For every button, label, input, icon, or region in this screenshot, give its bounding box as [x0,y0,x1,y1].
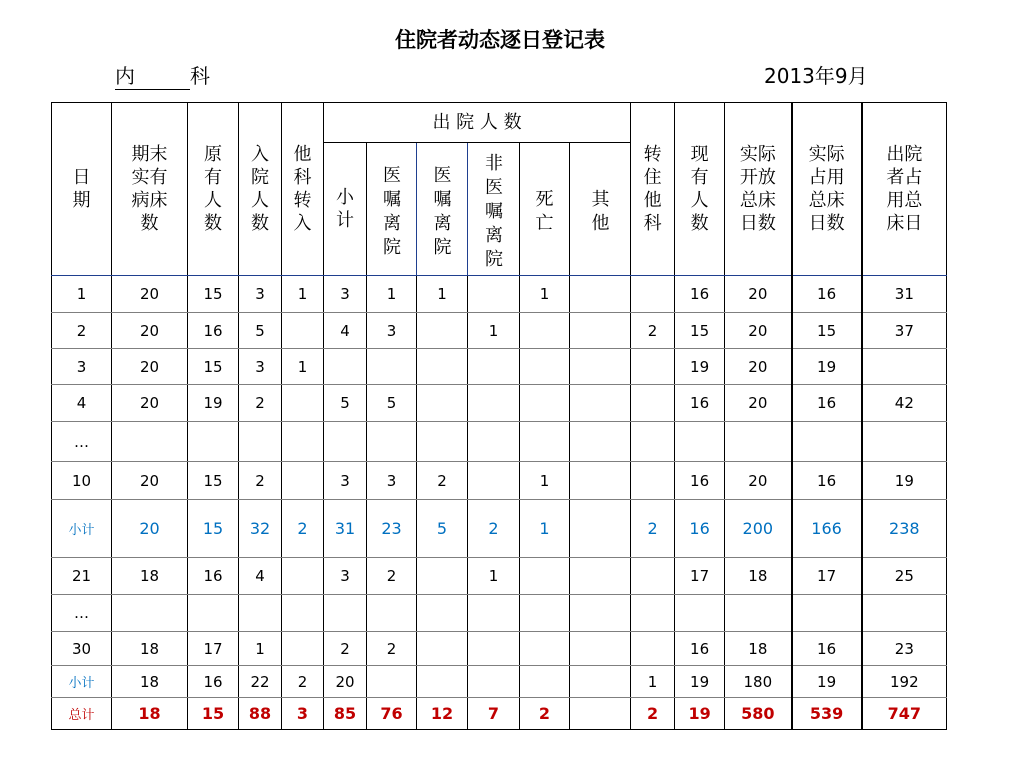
table-cell [417,422,468,462]
register-table [51,102,947,730]
row-label-cell: 总计 [52,698,112,730]
table-cell [631,558,675,595]
table-cell: 2 [631,698,675,730]
table-cell: 1 [520,500,570,558]
table-cell [417,349,468,385]
table-cell: 20 [112,349,188,385]
table-cell [792,595,862,632]
table-cell: 4 [239,558,282,595]
table-cell [188,422,239,462]
table-cell: 20 [324,666,367,698]
table-cell: 16 [675,462,725,500]
header-non-doctor-discharge: 非医嘱离院 [468,143,520,276]
table-cell [792,422,862,462]
table-cell: 17 [675,558,725,595]
table-cell: 2 [520,698,570,730]
table-cell: 5 [239,313,282,349]
table-cell: 16 [792,385,862,422]
table-cell: 76 [367,698,417,730]
row-label-cell: 小计 [52,500,112,558]
table-cell: 2 [282,666,324,698]
table-cell [468,666,520,698]
table-cell [631,349,675,385]
department-label [115,60,210,90]
table-cell: 1 [468,313,520,349]
table-cell [417,632,468,666]
header-discharge-group: 出 院 人 数 [324,103,631,143]
table-cell [570,558,631,595]
table-cell: 37 [862,313,947,349]
table-cell: 2 [367,558,417,595]
table-cell: 5 [417,500,468,558]
table-cell: 20 [112,462,188,500]
table-cell: 32 [239,500,282,558]
table-cell [367,595,417,632]
table-cell: 2 [282,500,324,558]
row-label-cell: … [52,595,112,632]
table-cell: 19 [792,349,862,385]
table-cell: 2 [324,632,367,666]
page-title: 住院者动态逐日登记表 [395,28,605,52]
table-cell [520,349,570,385]
table-cell: 5 [367,385,417,422]
row-label-cell: … [52,422,112,462]
table-cell: 23 [367,500,417,558]
table-cell: 18 [112,632,188,666]
table-cell: 16 [792,462,862,500]
table-cell: 20 [725,462,792,500]
table-cell [570,632,631,666]
table-cell: 200 [725,500,792,558]
table-cell [367,666,417,698]
table-cell [570,462,631,500]
table-cell [417,558,468,595]
table-cell: 20 [725,276,792,313]
table-cell: 18 [725,632,792,666]
table-cell [282,632,324,666]
table-cell: 16 [675,632,725,666]
table-cell: 16 [188,313,239,349]
table-cell [239,595,282,632]
header-admitted: 入院人数 [239,103,282,276]
header-transfer-in: 他科转入 [282,103,324,276]
table-cell: 1 [520,276,570,313]
table-cell [520,632,570,666]
table-cell [282,462,324,500]
table-cell: 15 [188,500,239,558]
row-label-cell: 2 [52,313,112,349]
table-cell [520,313,570,349]
table-cell [570,500,631,558]
table-cell: 19 [188,385,239,422]
table-cell: 166 [792,500,862,558]
header-death: 死亡 [520,143,570,276]
table-cell: 1 [468,558,520,595]
table-cell: 15 [675,313,725,349]
table-cell [675,422,725,462]
table-cell: 16 [675,385,725,422]
table-cell: 31 [862,276,947,313]
table-cell: 1 [282,276,324,313]
table-cell [570,595,631,632]
table-cell: 88 [239,698,282,730]
table-cell: 2 [367,632,417,666]
table-cell: 2 [468,500,520,558]
table-row [52,385,947,422]
table-cell: 1 [367,276,417,313]
table-cell [417,595,468,632]
table-row [52,558,947,595]
table-cell: 19 [862,462,947,500]
table-cell: 17 [792,558,862,595]
table-cell: 20 [112,313,188,349]
table-cell [520,385,570,422]
header-other: 其他 [570,143,631,276]
table-cell: 2 [417,462,468,500]
table-cell: 18 [112,558,188,595]
table-cell: 19 [792,666,862,698]
table-cell [570,422,631,462]
table-cell: 18 [112,698,188,730]
table-cell [631,595,675,632]
table-cell: 3 [367,462,417,500]
table-cell [468,349,520,385]
header-open-bed-days: 实际开放总床日数 [725,103,792,276]
table-cell: 20 [112,500,188,558]
table-cell [520,666,570,698]
table-cell: 31 [324,500,367,558]
table-cell: 180 [725,666,792,698]
table-cell: 3 [324,558,367,595]
table-cell [520,422,570,462]
table-cell: 12 [417,698,468,730]
row-label-cell: 21 [52,558,112,595]
table-cell [570,385,631,422]
table-cell: 3 [367,313,417,349]
table-cell: 2 [239,462,282,500]
table-row [52,349,947,385]
table-cell: 25 [862,558,947,595]
header-doctor-discharge-a: 医嘱离院 [367,143,417,276]
header-occupied-bed-days: 实际占用总床日数 [792,103,862,276]
table-cell [112,595,188,632]
table-cell: 3 [324,276,367,313]
table-cell: 19 [675,349,725,385]
table-cell: 19 [675,666,725,698]
table-cell [570,666,631,698]
table-cell: 15 [188,276,239,313]
table-cell: 192 [862,666,947,698]
table-cell [862,349,947,385]
table-cell [282,385,324,422]
table-cell [570,313,631,349]
table-cell: 5 [324,385,367,422]
table-cell: 15 [188,462,239,500]
table-cell: 15 [188,349,239,385]
table-cell [324,349,367,385]
table-cell: 20 [725,313,792,349]
header-current: 现有人数 [675,103,725,276]
table-cell: 16 [675,500,725,558]
table-cell [239,422,282,462]
table-cell: 42 [862,385,947,422]
table-cell [468,462,520,500]
table-cell: 747 [862,698,947,730]
table-row [52,595,947,632]
table-cell [468,595,520,632]
table-cell: 1 [417,276,468,313]
table-cell [520,558,570,595]
table-cell [324,422,367,462]
row-label-cell: 1 [52,276,112,313]
row-label-cell: 4 [52,385,112,422]
table-cell [570,276,631,313]
table-cell: 16 [188,558,239,595]
table-cell [631,385,675,422]
table-cell: 20 [725,349,792,385]
table-row [52,632,947,666]
table-cell: 3 [239,349,282,385]
table-cell [631,632,675,666]
table-cell: 17 [188,632,239,666]
table-cell: 7 [468,698,520,730]
table-cell [862,595,947,632]
table-cell [862,422,947,462]
table-cell [282,313,324,349]
table-row [52,666,947,698]
table-cell: 16 [792,276,862,313]
table-cell: 238 [862,500,947,558]
table-cell [631,422,675,462]
header-transfer-out: 转住他科 [631,103,675,276]
table-cell: 580 [725,698,792,730]
table-cell: 16 [675,276,725,313]
table-cell [468,276,520,313]
table-cell: 20 [112,276,188,313]
table-cell [324,595,367,632]
table-cell: 4 [324,313,367,349]
table-cell [725,422,792,462]
table-cell: 2 [631,500,675,558]
row-label-cell: 小计 [52,666,112,698]
table-cell: 22 [239,666,282,698]
table-cell [417,666,468,698]
table-cell: 1 [282,349,324,385]
table-cell [282,558,324,595]
table-cell: 2 [631,313,675,349]
table-cell [631,462,675,500]
table-cell [417,313,468,349]
header-original: 原有人数 [188,103,239,276]
header-date: 日期 [52,103,112,276]
table-cell: 20 [112,385,188,422]
table-cell: 3 [282,698,324,730]
table-row [52,422,947,462]
table-cell: 16 [792,632,862,666]
table-cell: 3 [324,462,367,500]
department-name: 内 [115,60,190,90]
table-cell [570,698,631,730]
table-cell [520,595,570,632]
table-row [52,500,947,558]
department-suffix: 科 [190,64,210,88]
table-cell [367,349,417,385]
table-cell: 23 [862,632,947,666]
table-cell: 3 [239,276,282,313]
table-cell: 85 [324,698,367,730]
table-cell [631,276,675,313]
row-label-cell: 10 [52,462,112,500]
table-cell: 1 [631,666,675,698]
table-cell: 1 [520,462,570,500]
table-cell [188,595,239,632]
table-cell: 20 [725,385,792,422]
table-cell: 18 [112,666,188,698]
table-row [52,698,947,730]
table-cell [112,422,188,462]
header-subtotal: 小计 [324,143,367,276]
header-doctor-discharge-b: 医嘱离院 [417,143,468,276]
table-row [52,313,947,349]
header-discharged-bed-days: 出院者占用总床日 [862,103,947,276]
table-cell [675,595,725,632]
table-cell: 15 [792,313,862,349]
table-cell: 2 [239,385,282,422]
table-cell: 539 [792,698,862,730]
table-cell: 19 [675,698,725,730]
table-cell [725,595,792,632]
table-cell [468,422,520,462]
table-cell [282,422,324,462]
header-end-beds: 期末实有病床数 [112,103,188,276]
table-row [52,462,947,500]
table-cell [468,385,520,422]
table-cell [570,349,631,385]
period-label: 2013年9月 [764,64,868,88]
row-label-cell: 30 [52,632,112,666]
table-cell: 18 [725,558,792,595]
table-cell: 16 [188,666,239,698]
row-label-cell: 3 [52,349,112,385]
table-row [52,276,947,313]
table-cell [282,595,324,632]
table-cell: 1 [239,632,282,666]
table-cell [367,422,417,462]
table-cell [417,385,468,422]
table-cell: 15 [188,698,239,730]
register-body [52,276,947,730]
table-cell [468,632,520,666]
